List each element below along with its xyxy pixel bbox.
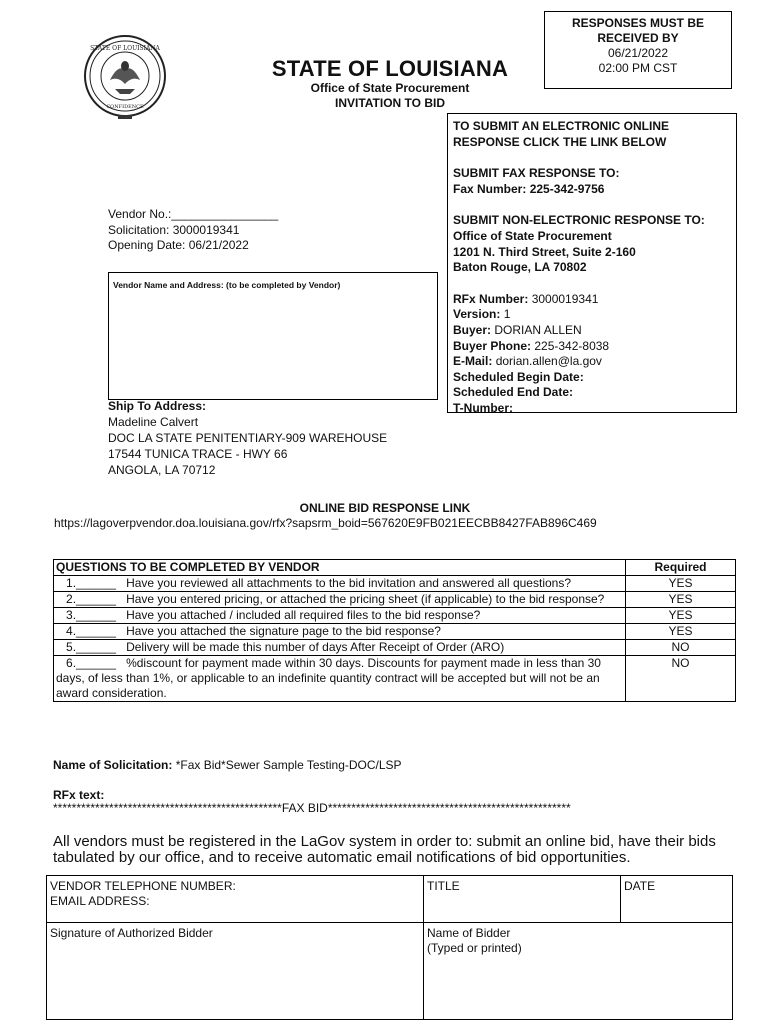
deadline-line1: RESPONSES MUST BE bbox=[571, 16, 705, 30]
vendor-phone-email-cell[interactable] bbox=[47, 876, 424, 923]
question-row bbox=[54, 592, 736, 608]
buyer-phone-label: Buyer Phone: bbox=[453, 338, 532, 353]
registration-notice: All vendors must be registered in the LaGov system in order to: submit an online bid, have their bids tabulated by our office, and to receive automatic email notifications of bid opportunities. bbox=[53, 833, 716, 866]
required-header: Required bbox=[626, 560, 736, 576]
mail-line2: 1201 N. Third Street, Suite 2-160 bbox=[453, 244, 636, 259]
mail-line3: Baton Rouge, LA 70802 bbox=[453, 260, 587, 275]
louisiana-state-seal-icon bbox=[80, 34, 170, 120]
question-required: YES bbox=[626, 608, 736, 624]
question-text: 3.______ Have you attached / included all required files to the bid response? bbox=[54, 608, 626, 624]
question-row bbox=[54, 576, 736, 592]
signature-label: Signature of Authorized Bidder bbox=[50, 926, 213, 940]
fax-heading: SUBMIT FAX RESPONSE TO: bbox=[453, 166, 620, 181]
vendor-email-label: EMAIL ADDRESS: bbox=[50, 894, 150, 908]
question-text: 5.______ Delivery will be made this number of days After Receipt of Order (ARO) bbox=[54, 640, 626, 656]
buyer-email: dorian.allen@la.gov bbox=[495, 354, 602, 369]
buyer-phone: 225-342-8038 bbox=[534, 338, 610, 353]
ship-to-label: Ship To Address: bbox=[108, 399, 207, 413]
buyer-label: Buyer: bbox=[453, 322, 492, 337]
document-type: INVITATION TO BID bbox=[335, 96, 445, 110]
vendor-info bbox=[108, 207, 278, 254]
page-subtitle bbox=[200, 81, 580, 111]
signature-table bbox=[46, 875, 733, 1020]
questions-header-row bbox=[54, 560, 736, 576]
electronic-line2: RESPONSE CLICK THE LINK BELOW bbox=[453, 134, 667, 149]
vendor-phone-label: VENDOR TELEPHONE NUMBER: bbox=[50, 879, 236, 893]
question-row bbox=[54, 656, 736, 702]
office-name: Office of State Procurement bbox=[310, 81, 470, 95]
rfx-number-row bbox=[453, 292, 736, 308]
online-bid-link[interactable]: https://lagoverpvendor.doa.louisiana.gov/rfx?sapsrm_boid=567620E9FB021EECBB8427FAB896C469 bbox=[54, 516, 597, 530]
fax-number-row bbox=[453, 182, 736, 198]
bidder-name-cell[interactable] bbox=[424, 923, 733, 1020]
end-date-label: Scheduled End Date: bbox=[453, 385, 574, 400]
solicitation-number: Solicitation: 3000019341 bbox=[108, 222, 240, 237]
signature-row-2 bbox=[47, 923, 733, 1020]
date-label: DATE bbox=[624, 879, 656, 893]
question-text: 4.______ Have you attached the signature page to the bid response? bbox=[54, 624, 626, 640]
buyer-name: DORIAN ALLEN bbox=[494, 322, 582, 337]
vendor-questions-table bbox=[53, 559, 736, 702]
mail-heading: SUBMIT NON-ELECTRONIC RESPONSE TO: bbox=[453, 213, 705, 228]
version-row bbox=[453, 307, 736, 323]
electronic-line1: TO SUBMIT AN ELECTRONIC ONLINE bbox=[453, 119, 669, 133]
title-cell[interactable] bbox=[424, 876, 621, 923]
fax-number: 225-342-9756 bbox=[529, 181, 605, 196]
begin-date-label: Scheduled Begin Date: bbox=[453, 369, 584, 384]
solicitation-name-label: Name of Solicitation: bbox=[53, 758, 173, 772]
question-text: 2.______ Have you entered pricing, or attached the pricing sheet (if applicable) to the bid response? bbox=[54, 592, 626, 608]
question-text: 1.______ Have you reviewed all attachments to the bid invitation and answered all questions? bbox=[54, 576, 626, 592]
bidder-name-note: (Typed or printed) bbox=[427, 941, 522, 955]
rfx-text: *************************************************FAX BID**************************************************** bbox=[53, 801, 571, 815]
deadline-time: 02:00 PM CST bbox=[598, 61, 678, 75]
question-required: YES bbox=[626, 592, 736, 608]
svg-text:CONFIDENCE: CONFIDENCE bbox=[106, 104, 144, 110]
question-required: YES bbox=[626, 576, 736, 592]
question-required: NO bbox=[626, 656, 736, 702]
signature-cell[interactable] bbox=[47, 923, 424, 1020]
buyer-phone-row bbox=[453, 339, 736, 355]
rfx-number: 3000019341 bbox=[531, 291, 599, 306]
mail-line1: Office of State Procurement bbox=[453, 228, 612, 243]
vendor-name-address-box[interactable] bbox=[108, 272, 438, 400]
t-number-label: T-Number: bbox=[453, 400, 513, 415]
deadline-date: 06/21/2022 bbox=[607, 46, 669, 60]
question-required: YES bbox=[626, 624, 736, 640]
version-value: 1 bbox=[503, 307, 511, 322]
page-title: STATE OF LOUISIANA bbox=[271, 56, 509, 81]
ship-to-line3: ANGOLA, LA 70712 bbox=[108, 463, 216, 477]
solicitation-name: *Fax Bid*Sewer Sample Testing-DOC/LSP bbox=[175, 758, 402, 772]
buyer-row bbox=[453, 323, 736, 339]
ship-to-line2: 17544 TUNICA TRACE - HWY 66 bbox=[108, 447, 288, 461]
vendor-no: Vendor No.:________________ bbox=[108, 207, 279, 221]
title-label: TITLE bbox=[427, 879, 460, 893]
svg-text:STATE OF LOUISIANA: STATE OF LOUISIANA bbox=[90, 45, 160, 52]
rfx-number-label: RFx Number: bbox=[453, 291, 529, 306]
question-text: 6.______ %discount for payment made within 30 days. Discounts for payment made in less than 30 days, of less than 1%, or applicable to an indefinite quantity contract will be accepted but will not be an award consideration. bbox=[54, 656, 626, 702]
ship-to-name: Madeline Calvert bbox=[108, 415, 199, 429]
question-row bbox=[54, 640, 736, 656]
ship-to-address bbox=[108, 398, 387, 478]
online-link-title: ONLINE BID RESPONSE LINK bbox=[299, 501, 471, 515]
deadline-line2: RECEIVED BY bbox=[597, 31, 679, 45]
version-label: Version: bbox=[453, 307, 501, 322]
question-row bbox=[54, 608, 736, 624]
bidder-name-label: Name of Bidder bbox=[427, 926, 511, 940]
ship-to-line1: DOC LA STATE PENITENTIARY-909 WAREHOUSE bbox=[108, 431, 388, 445]
date-cell[interactable] bbox=[621, 876, 733, 923]
submission-info-box bbox=[447, 113, 737, 413]
fax-number-label: Fax Number: bbox=[453, 181, 527, 196]
signature-row-1 bbox=[47, 876, 733, 923]
solicitation-name-row bbox=[53, 758, 402, 772]
opening-date: Opening Date: 06/21/2022 bbox=[108, 238, 249, 252]
question-row bbox=[54, 624, 736, 640]
rfx-text-label: RFx text: bbox=[53, 788, 105, 802]
question-required: NO bbox=[626, 640, 736, 656]
email-label: E-Mail: bbox=[453, 354, 493, 369]
questions-header: QUESTIONS TO BE COMPLETED BY VENDOR bbox=[54, 560, 626, 576]
vendor-name-address-label: Vendor Name and Address: (to be completed by Vendor) bbox=[113, 280, 341, 290]
email-row bbox=[453, 354, 736, 370]
